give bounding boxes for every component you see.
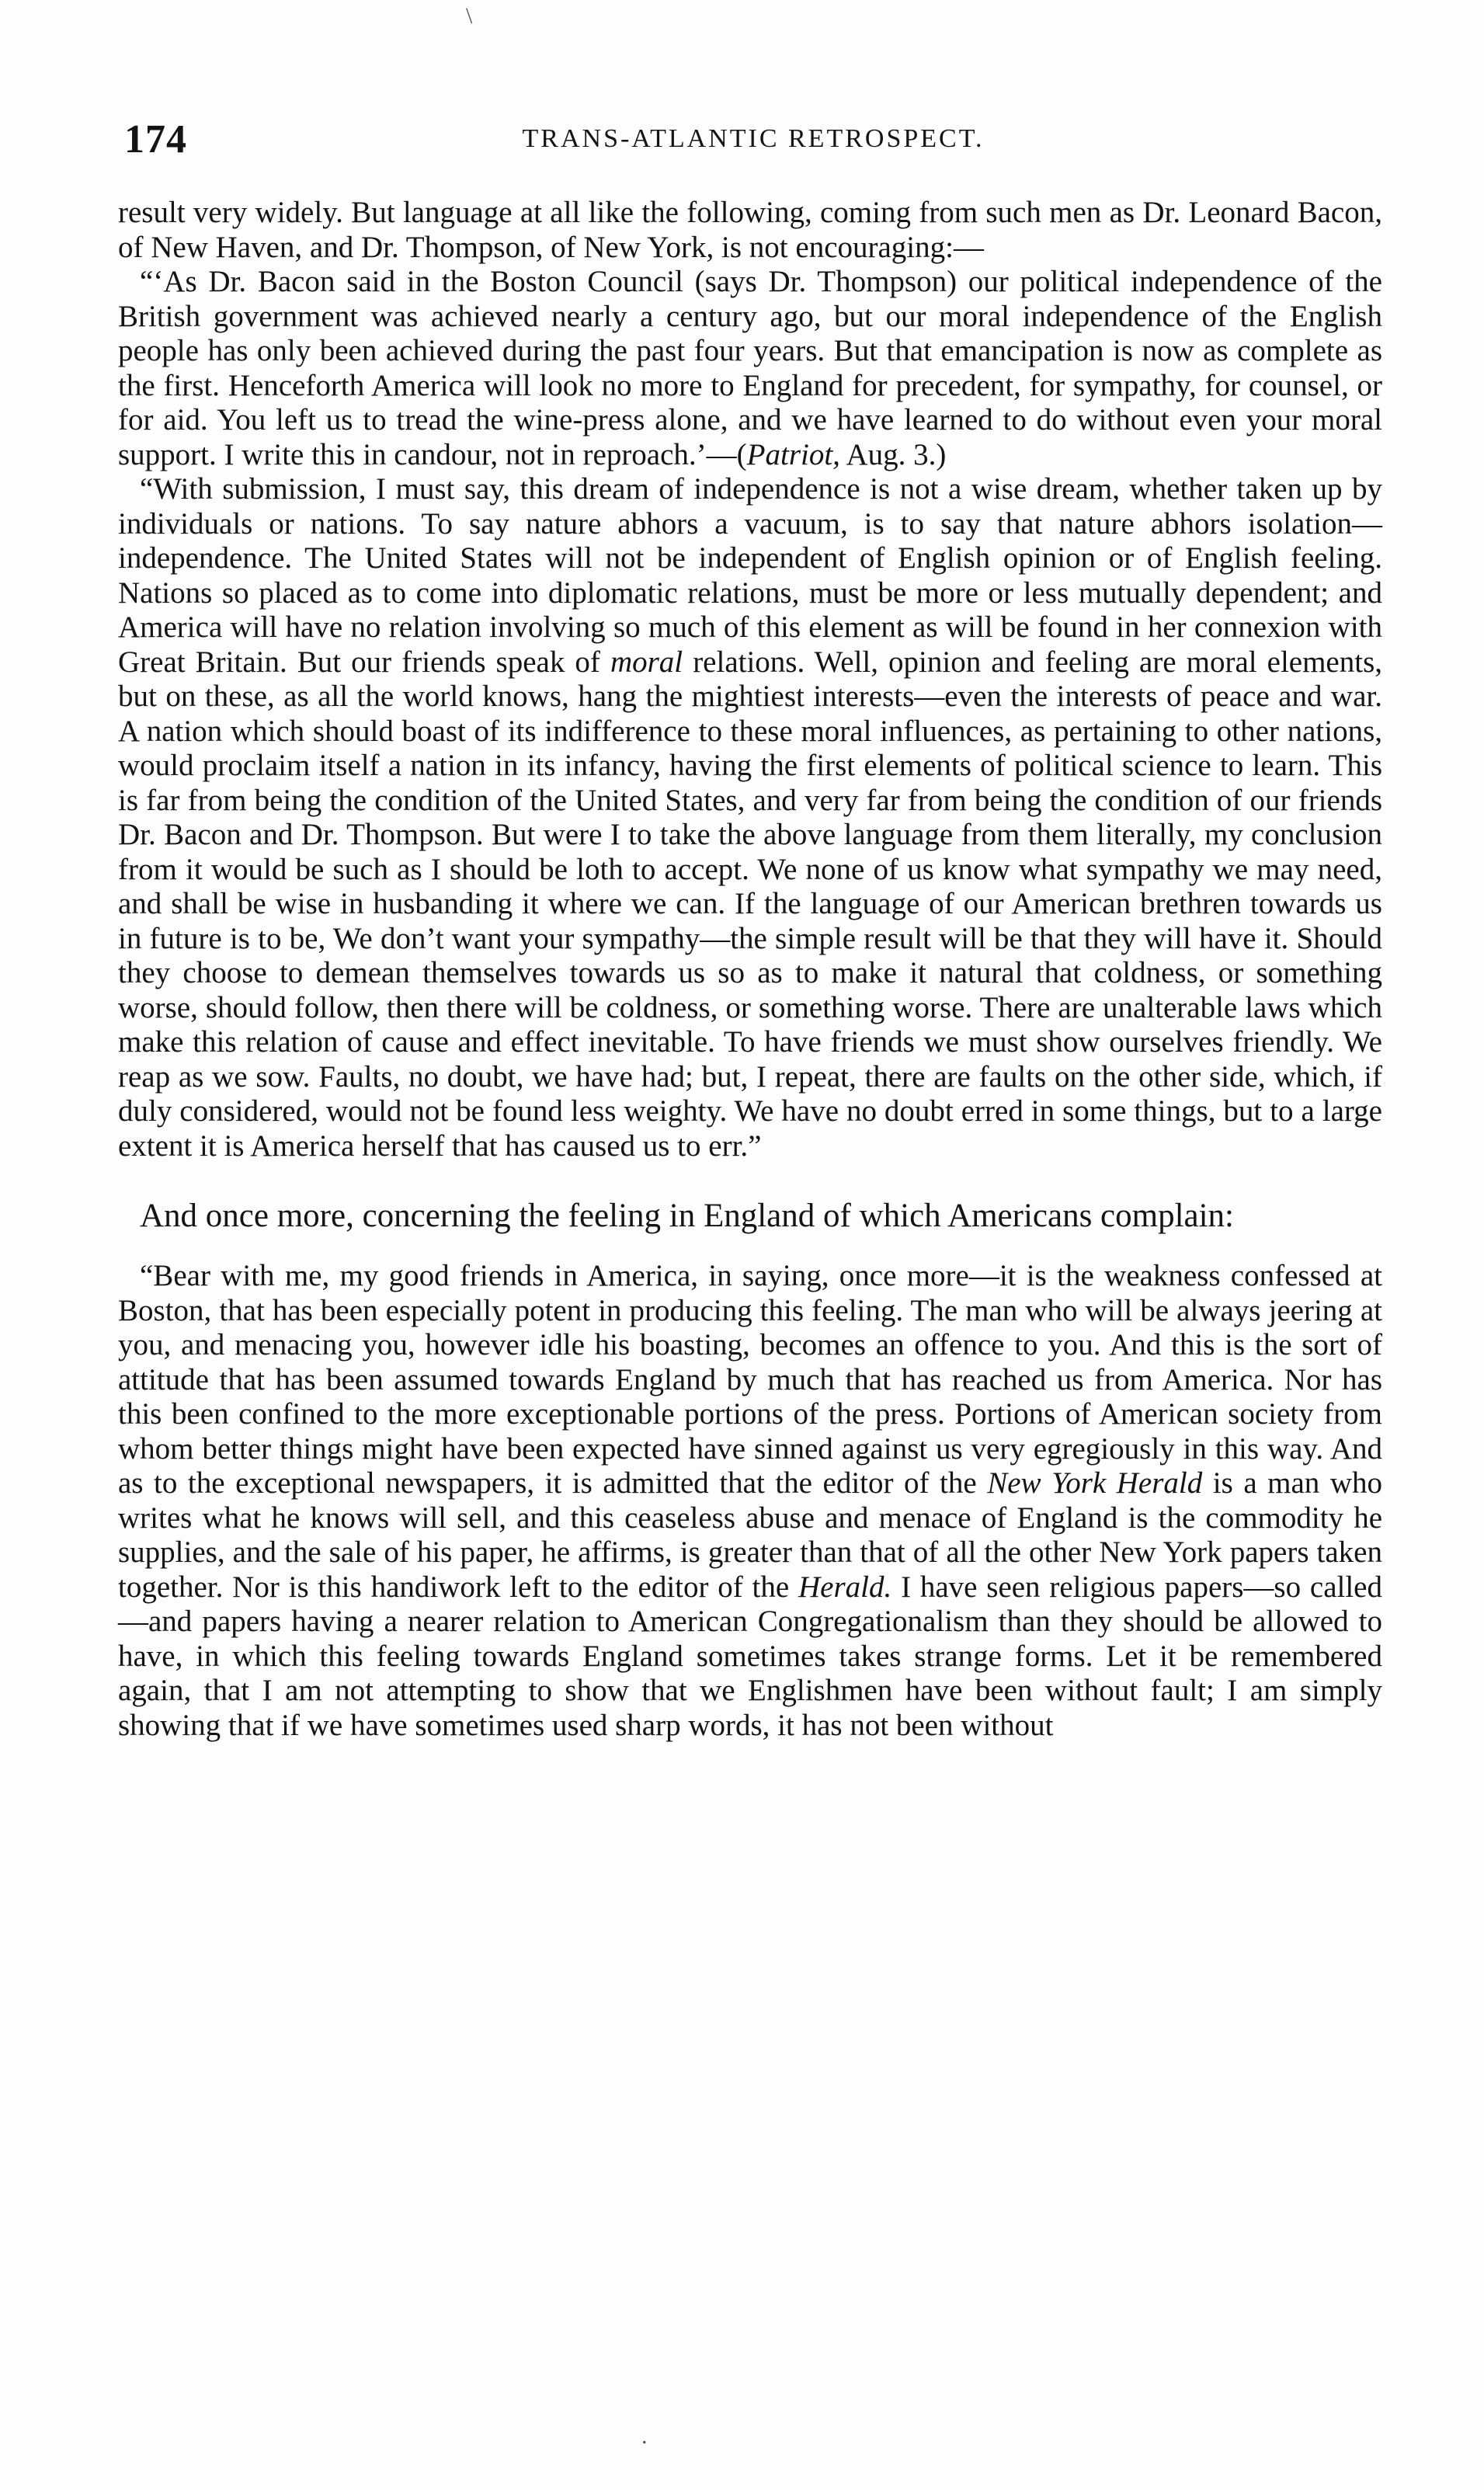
emphasis-moral: moral [610, 645, 683, 679]
quote-text-b: is a man who writes what he knows will sell, and this ceaseless abuse and menace of England is the commodity he supplies, and the sale of his paper, he affirms, is greater than that of all the other New York papers taken together. Nor is this handiwork left to the editor of the [118, 1466, 1383, 1604]
citation-patriot: Patriot, [746, 437, 840, 471]
page-number: 174 [124, 117, 187, 162]
paragraph-2-quote [118, 265, 1382, 472]
quote-text-c: I have seen religious papers—so called—and papers having a nearer relation to American Congregationalism than they should be allowed to have, in which this feeling towards England sometimes takes strange forms. Let it be remembered again, that I am not attempting to show that we Englishmen have been without fault; I am simply showing that if we have sometimes used sharp words, it has not been without [118, 1570, 1382, 1742]
quote-text: “‘As Dr. Bacon said in the Boston Council (says Dr. Thompson) our political independence of the British government was achieved nearly a century ago, but our moral independence of the English people has only been achieved during the past four years. But that emancipation is now as complete as the first. Henceforth America will look no more to England for precedent, for sympathy, for counsel, or for aid. You left us to tread the wine-press alone, and we have learned to do without even your moral support. I write this in candour, not in reproach.’—( [118, 265, 1382, 471]
paragraph-4: And once more, concerning the feeling in England of which Americans complain: [140, 1198, 1235, 1234]
page-body [118, 196, 1382, 1743]
stray-mark-top: \ [466, 3, 473, 29]
paragraph-3-quote [118, 472, 1382, 1163]
running-head: TRANS-ATLANTIC RETROSPECT. [522, 124, 985, 153]
quote-text-a: “Bear with me, my good friends in America, in saying, once more—it is the weakness confessed at Boston, that has been especially potent in producing this feeling. The man who will be always jeering at you, and menacing you, however idle his boasting, becomes an offence to you. And this is the sort of attitude that has been assumed towards England by much that has reached us from America. Nor has this been confined to the more exceptionable portions of the press. Portions of American society from whom better things might have been expected have sinned against us very egregiously in this way. And as to the exceptional newspapers, it is admitted that the editor of the [118, 1259, 1382, 1500]
page-header [124, 117, 1382, 163]
stray-mark-bottom: . [641, 2423, 648, 2449]
quote-text-a: “With submission, I must say, this dream of independence is not a wise dream, whether taken up by individuals or nations. To say nature abhors a vacuum, is to say that nature abhors isolation—independence. The United States will not be independent of English opinion or of English feeling. Nations so placed as to come into diplomatic relations, must be more or less mutually dependent; and America will have no relation involving so much of this element as will be found in her connexion with Great Britain. But our friends speak of [118, 472, 1382, 679]
paragraph-1: result very widely. But language at all like the following, coming from such men as Dr. Leonard Bacon, of New Haven, and Dr. Thompson, of New York, is not encouraging:— [118, 196, 1382, 264]
emphasis-new-york-herald: New York Herald [987, 1466, 1203, 1500]
paragraph-5-quote [118, 1259, 1382, 1743]
emphasis-herald: Herald. [798, 1570, 892, 1604]
citation-date: Aug. 3.) [839, 437, 947, 471]
quote-text-b: relations. Well, opinion and feeling are moral elements, but on these, as all the world knows, hang the mightiest interests—even the interests of peace and war. A nation which should boast of its indifference to these moral influences, as pertaining to other nations, would proclaim itself a nation in its infancy, having the first elements of political science to learn. This is far from being the condition of the United States, and very far from being the condition of our friends Dr. Bacon and Dr. Thompson. But were I to take the above language from them literally, my conclusion from it would be such as I should be loth to accept. We none of us know what sympathy we may need, and shall be wise in husbanding it where we can. If the language of our American brethren towards us in future is to be, We don’t want your sympathy—the simple result will be that they will have it. Should they choose to demean themselves towards us so as to make it natural that coldness, or something worse, should follow, then there will be coldness, or something worse. There are unalterable laws which make this relation of cause and effect inevitable. To have friends we must show ourselves friendly. We reap as we sow. Faults, no doubt, we have had; but, I repeat, there are faults on the other side, which, if duly considered, would not be found less weighty. We have no doubt erred in some things, but to a large extent it is America herself that has caused us to err.” [118, 645, 1383, 1163]
